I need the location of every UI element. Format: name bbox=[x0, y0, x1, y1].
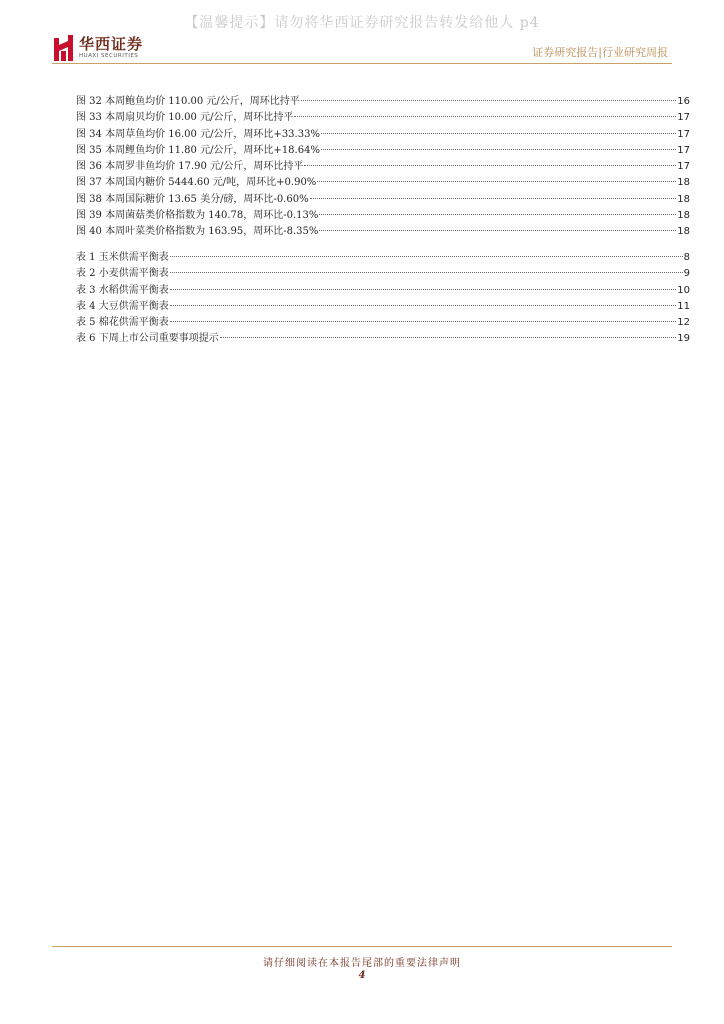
toc-entry[interactable] bbox=[76, 315, 690, 331]
toc-page: 18 bbox=[677, 177, 690, 189]
toc-page: 17 bbox=[677, 128, 690, 140]
toc-label: 图 32 本周鲍鱼均价 110.00 元/公斤，周环比持平 bbox=[76, 96, 300, 107]
toc-dot-leader bbox=[170, 256, 683, 257]
toc-dot-leader bbox=[170, 305, 677, 306]
toc-page: 10 bbox=[677, 284, 690, 296]
toc-entry[interactable] bbox=[76, 266, 690, 282]
toc-entry[interactable] bbox=[76, 94, 690, 110]
toc-dot-leader bbox=[321, 149, 676, 150]
page-number: 4 bbox=[358, 970, 366, 981]
report-type: 证券研究报告|行业研究周报 bbox=[532, 46, 668, 59]
toc-entry[interactable] bbox=[76, 127, 690, 143]
toc-page: 16 bbox=[677, 96, 690, 107]
toc-dot-leader bbox=[301, 100, 676, 101]
toc-page: 19 bbox=[677, 333, 690, 345]
toc-dot-leader bbox=[317, 181, 676, 182]
toc-dot-leader bbox=[294, 116, 676, 117]
toc-label: 表 2 小麦供需平衡表 bbox=[76, 268, 169, 280]
header-divider bbox=[52, 63, 672, 64]
toc-label: 表 1 玉米供需平衡表 bbox=[76, 252, 169, 263]
toc-page: 17 bbox=[677, 161, 690, 173]
toc-dot-leader bbox=[319, 214, 676, 215]
toc-dot-leader bbox=[170, 272, 683, 273]
toc-page: 17 bbox=[677, 112, 690, 124]
toc-label: 表 6 下周上市公司重要事项提示 bbox=[76, 333, 219, 345]
toc-label: 表 5 棉花供需平衡表 bbox=[76, 317, 169, 329]
toc-dot-leader bbox=[220, 337, 677, 338]
toc-page: 11 bbox=[677, 300, 690, 312]
logo-name-cn: 华西证券 bbox=[79, 35, 144, 53]
toc-entry[interactable] bbox=[76, 192, 690, 208]
footer-divider bbox=[52, 946, 672, 947]
toc-entry[interactable] bbox=[76, 110, 690, 126]
toc-label: 图 40 本周叶菜类价格指数为 163.95，周环比-8.35% bbox=[76, 226, 319, 238]
toc-entry[interactable] bbox=[76, 224, 690, 240]
company-logo bbox=[54, 34, 143, 62]
toc-dot-leader bbox=[304, 165, 676, 166]
toc-entry[interactable] bbox=[76, 331, 690, 347]
toc-entry[interactable] bbox=[76, 143, 690, 159]
toc-page: 12 bbox=[677, 317, 690, 329]
toc-page: 18 bbox=[677, 226, 690, 238]
toc-label: 图 37 本周国内糖价 5444.60 元/吨，周环比+0.90% bbox=[76, 177, 317, 189]
toc-dot-leader bbox=[170, 289, 677, 290]
toc-label: 表 3 水稻供需平衡表 bbox=[76, 284, 169, 296]
toc-label: 图 38 本周国际糖价 13.65 美分/磅，周环比-0.60% bbox=[76, 193, 309, 205]
toc-label: 图 36 本周罗非鱼均价 17.90 元/公斤，周环比持平 bbox=[76, 161, 304, 173]
table-list bbox=[76, 250, 690, 348]
figure-list bbox=[76, 94, 690, 241]
toc-entry[interactable] bbox=[76, 250, 690, 266]
toc-page: 17 bbox=[677, 144, 690, 156]
toc-dot-leader bbox=[321, 133, 676, 134]
toc-page: 18 bbox=[677, 193, 690, 205]
huaxi-logo-icon bbox=[54, 35, 74, 61]
toc-page: 18 bbox=[677, 210, 690, 222]
toc-label: 图 33 本周扇贝均价 10.00 元/公斤，周环比持平 bbox=[76, 112, 294, 124]
toc-label: 图 35 本周鲤鱼均价 11.80 元/公斤，周环比+18.64% bbox=[76, 144, 320, 156]
toc-entry[interactable] bbox=[76, 175, 690, 191]
toc-entry[interactable] bbox=[76, 283, 690, 299]
toc-dot-leader bbox=[170, 321, 677, 322]
legal-disclaimer-note: 请仔细阅读在本报告尾部的重要法律声明 bbox=[263, 958, 461, 969]
toc-label: 表 4 大豆供需平衡表 bbox=[76, 300, 169, 312]
toc-page: 8 bbox=[683, 252, 690, 263]
toc-page: 9 bbox=[683, 268, 690, 280]
logo-name-en: HUAXI SECURITIES bbox=[79, 53, 139, 59]
watermark: 【温馨提示】请勿将华西证券研究报告转发给他人 p4 bbox=[184, 15, 540, 31]
toc-dot-leader bbox=[319, 230, 676, 231]
toc-label: 图 39 本周菌菇类价格指数为 140.78，周环比-0.13% bbox=[76, 210, 319, 222]
toc-dot-leader bbox=[310, 198, 677, 199]
toc-entry[interactable] bbox=[76, 208, 690, 224]
toc-entry[interactable] bbox=[76, 299, 690, 315]
toc-entry[interactable] bbox=[76, 159, 690, 175]
toc-label: 图 34 本周草鱼均价 16.00 元/公斤，周环比+33.33% bbox=[76, 128, 320, 140]
